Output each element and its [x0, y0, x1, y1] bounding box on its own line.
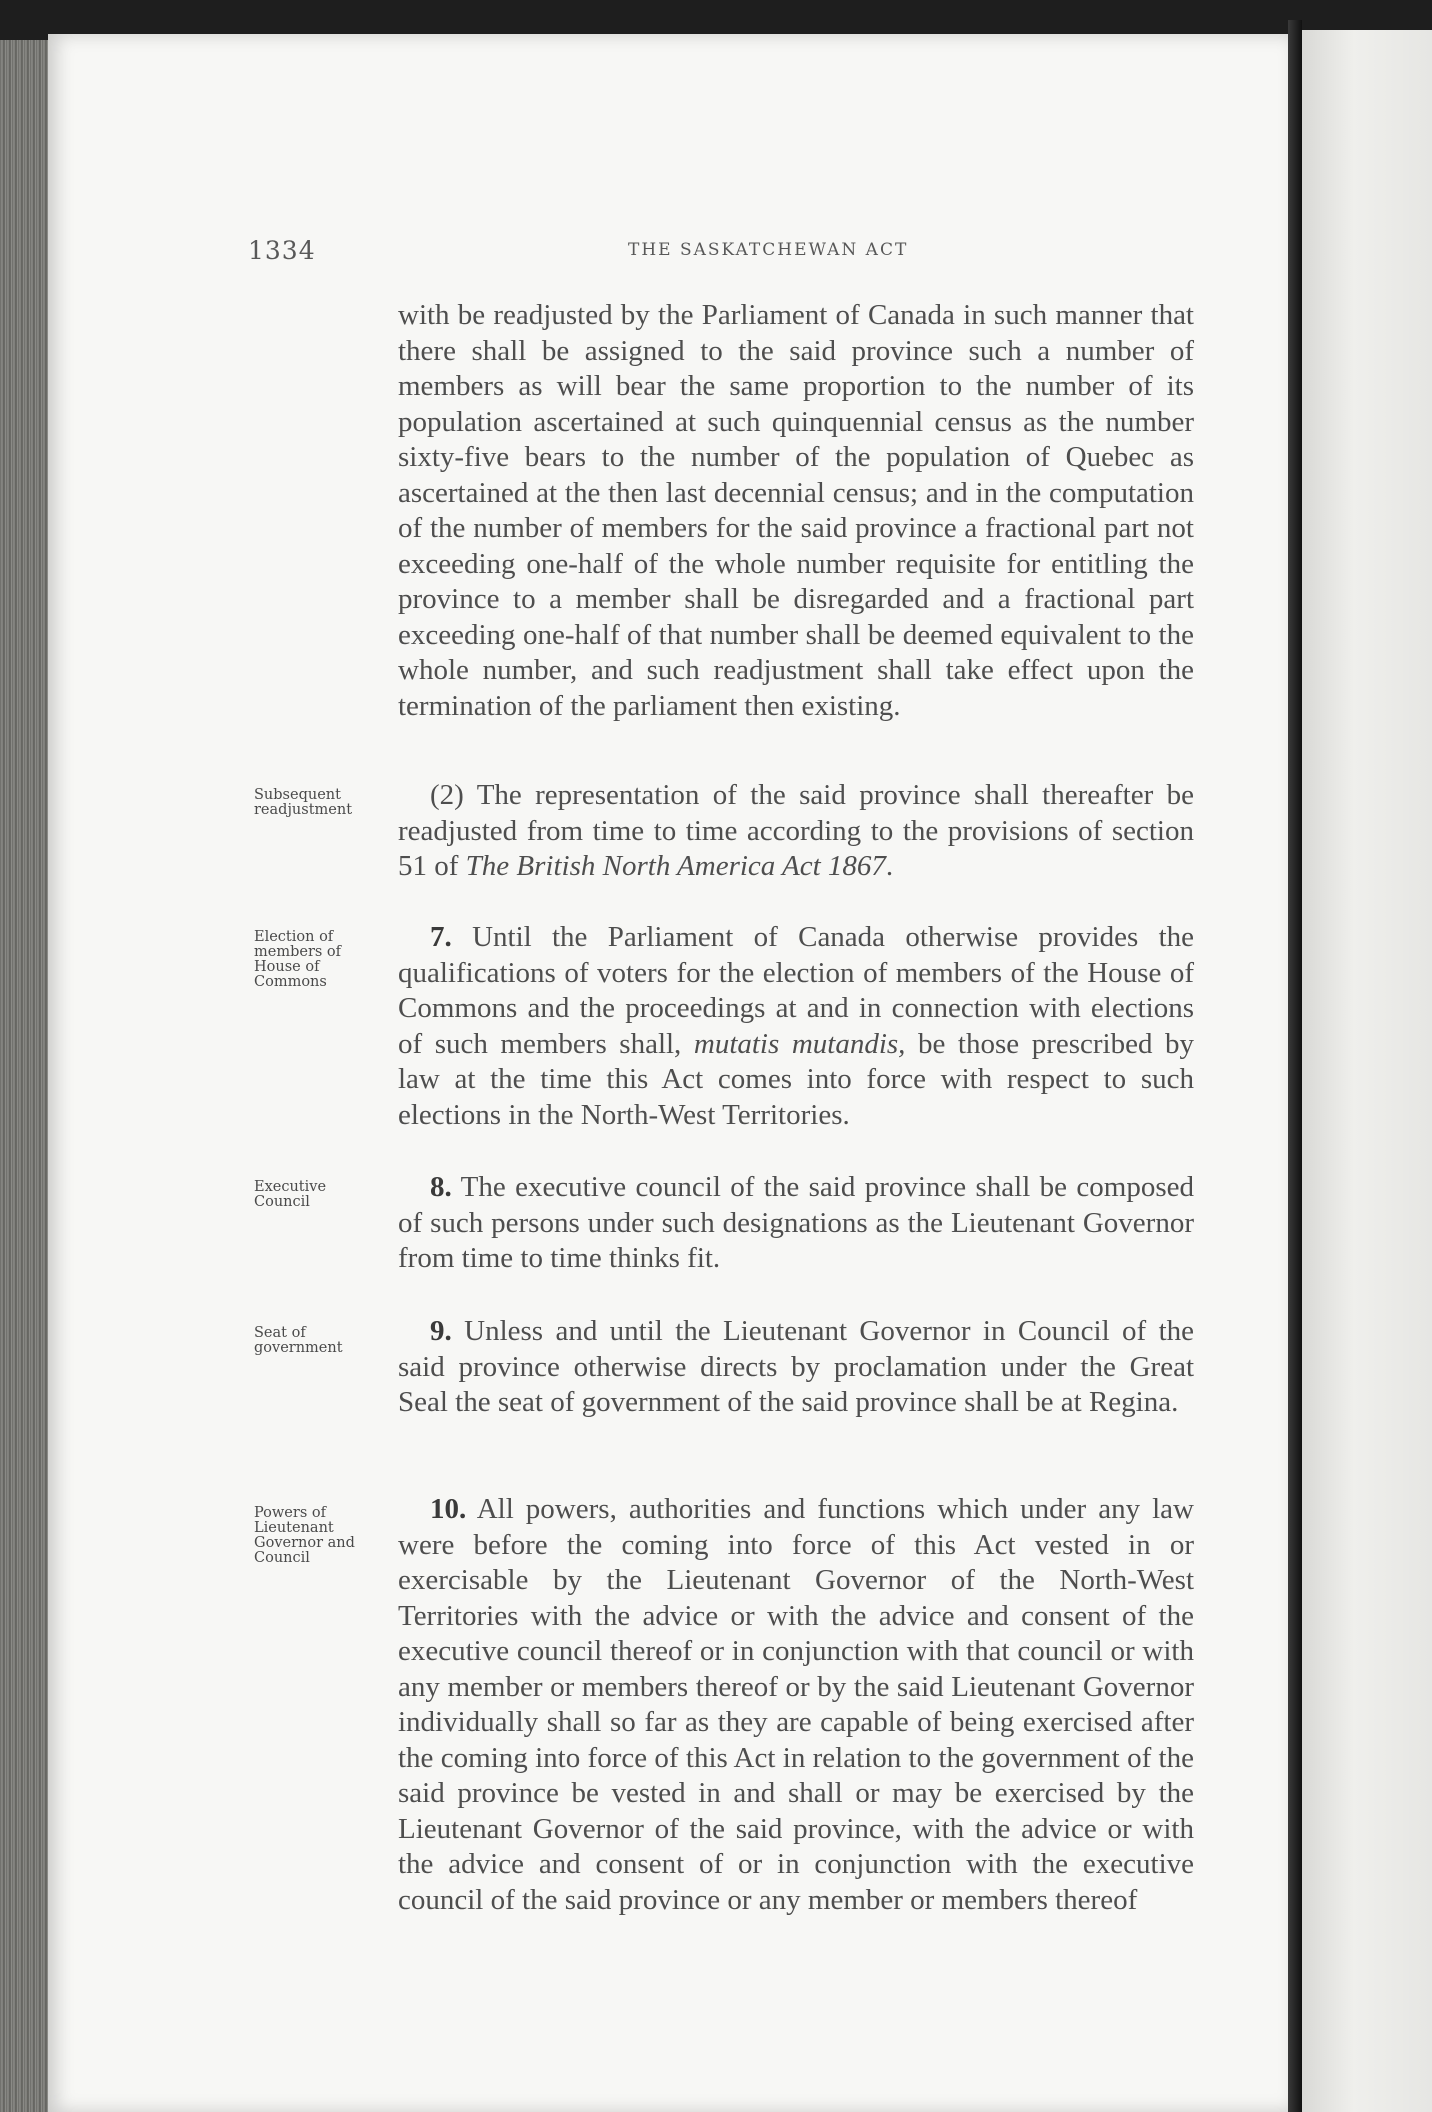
section-9	[398, 1314, 1194, 1421]
section-7	[398, 920, 1194, 1133]
margin-note-executive-council: Executive Council	[254, 1179, 327, 1210]
page-number: 1334	[248, 236, 316, 265]
section-8	[398, 1170, 1194, 1277]
book-gutter	[1288, 20, 1302, 2112]
section-text: Unless and until the Lieutenant Governor in Council of the said province otherwise directs by proclamation under the Great Seal the seat of government of the said province shall be at Regina.	[398, 1315, 1195, 1418]
facing-page-edge	[1302, 30, 1432, 2112]
page-header	[48, 236, 1288, 266]
section-number: 9.	[430, 1315, 452, 1347]
margin-note-subsequent-readjustment: Subsequent readjustment	[254, 787, 353, 818]
margin-note-seat-of-government: Seat of government	[254, 1325, 343, 1356]
section-number: 8.	[430, 1171, 452, 1203]
section-number: 10.	[430, 1493, 467, 1525]
section-text-end: .	[885, 850, 894, 882]
section-text-end: be those prescribed by law at the time this Act comes into force with respect to such elections in the North-West Territories.	[398, 1027, 1195, 1131]
section-text: The representation of the said province shall thereafter be readjusted from time to time according to the provisions of section 51 of	[398, 779, 1194, 882]
section-number: (2)	[430, 779, 464, 811]
italic-phrase: mutatis mutandis,	[693, 1027, 906, 1060]
section-number: 7.	[430, 921, 452, 953]
running-title: THE SASKATCHEWAN ACT	[628, 240, 909, 260]
section-text: The executive council of the said province shall be composed of such persons under such designations as the Lieutenant Governor from time to time thinks fit.	[398, 1171, 1195, 1274]
italic-act-title: The British North America Act 1867	[465, 850, 886, 882]
margin-note-election-of-members: Election of members of House of Commons	[254, 929, 342, 990]
subsection-2	[398, 778, 1194, 885]
left-page-edges	[0, 40, 54, 2112]
section-text: All powers, authorities and functions which under any law were before the coming into force of this Act vested in or exercisable by the Lieutenant Governor of the North-West Territories with the advice or with the advice and consent of the executive council thereof or in conjunction with that council or with any member or members thereof or by the said Lieutenant Governor individually shall so far as they are capable of being exercised after the coming into force of this Act in relation to the government of the said province be vested in and shall or may be exercised by the Lieutenant Governor of the said province, with the advice or with the advice and consent of or in conjunction with the executive council of the said province or any member or members thereof	[398, 1493, 1194, 1916]
margin-note-powers-of-lieutenant-governor: Powers of Lieutenant Governor and Council	[254, 1505, 355, 1566]
section-text: Until the Parliament of Canada otherwise provides the qualifications of voters for the election of members of the House of Commons and the proceedings at and in connection with elections of such members shall,	[398, 921, 1194, 1060]
section-10	[398, 1492, 1194, 1918]
continuation-paragraph: with be readjusted by the Parliament of Canada in such manner that there shall be assigned to the said province such a number of members as will bear the same proportion to the number of its population ascertained at such quinquennial census as the number sixty-five bears to the number of the population of Quebec as ascertained at the then last decennial census; and in the computation of the number of members for the said province a fractional part not exceeding one-half of the whole number requisite for entitling the province to a member shall be disregarded and a fractional part exceeding one-half of that number shall be deemed equivalent to the whole number, and such readjustment shall take effect upon the termination of the parliament then existing.	[398, 299, 1194, 722]
book-page	[48, 34, 1288, 2112]
